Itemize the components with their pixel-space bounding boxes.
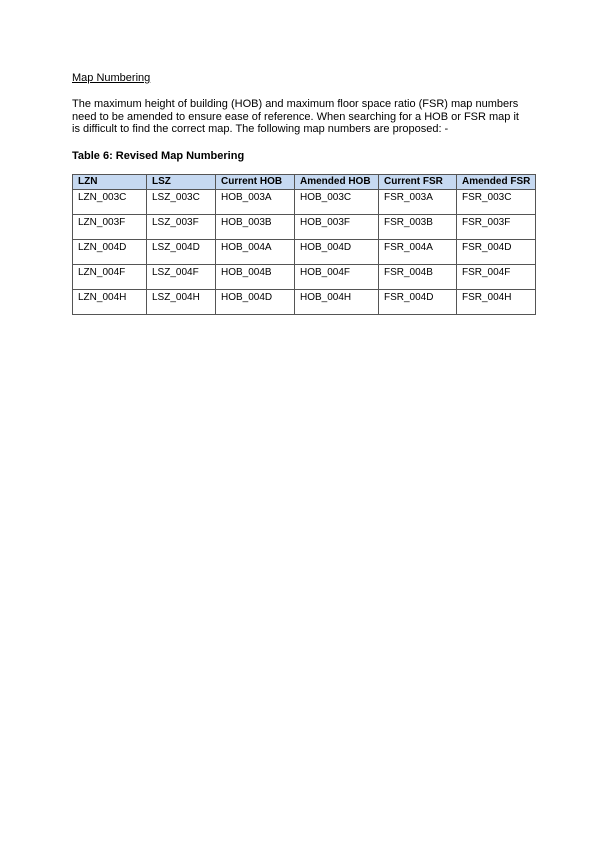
table-cell: LSZ_003F: [147, 215, 216, 240]
table-cell: FSR_003B: [379, 215, 457, 240]
table-row: [73, 290, 536, 315]
column-header-amended-hob: Amended HOB: [295, 175, 379, 190]
table-row: [73, 215, 536, 240]
table-row: [73, 190, 536, 215]
column-header-amended-fsr: Amended FSR: [457, 175, 536, 190]
table-cell: HOB_004D: [295, 240, 379, 265]
table-cell: HOB_003B: [216, 215, 295, 240]
table-cell: LZN_003C: [73, 190, 147, 215]
table-cell: FSR_004A: [379, 240, 457, 265]
table-row: [73, 265, 536, 290]
table-cell: HOB_003C: [295, 190, 379, 215]
map-numbering-table: [72, 174, 536, 315]
table-cell: HOB_004A: [216, 240, 295, 265]
table-cell: LZN_003F: [73, 215, 147, 240]
table-cell: HOB_004F: [295, 265, 379, 290]
table-cell: LZN_004D: [73, 240, 147, 265]
table-cell: HOB_003A: [216, 190, 295, 215]
intro-paragraph: [72, 98, 542, 136]
column-header-current-fsr: Current FSR: [379, 175, 457, 190]
section-heading: Map Numbering: [72, 72, 151, 84]
table-cell: LSZ_004H: [147, 290, 216, 315]
paragraph-line: The maximum height of building (HOB) and maximum floor space ratio (FSR) map numbers: [72, 98, 519, 110]
table-cell: HOB_004D: [216, 290, 295, 315]
table-cell: HOB_004B: [216, 265, 295, 290]
table-cell: FSR_003A: [379, 190, 457, 215]
paragraph-line: need to be amended to ensure ease of reference. When searching for a HOB or FSR map it: [72, 110, 519, 123]
table-cell: FSR_004H: [457, 290, 536, 315]
paragraph-line: is difficult to find the correct map. The following map numbers are proposed: -: [72, 123, 449, 135]
table-header-row: [73, 175, 536, 190]
table-cell: HOB_004H: [295, 290, 379, 315]
table-cell: FSR_003C: [457, 190, 536, 215]
table-cell: LSZ_004F: [147, 265, 216, 290]
column-header-current-hob: Current HOB: [216, 175, 295, 190]
column-header-lsz: LSZ: [147, 175, 216, 190]
table-caption: Table 6: Revised Map Numbering: [72, 150, 245, 162]
table-cell: LZN_004H: [73, 290, 147, 315]
table-cell: FSR_004D: [457, 240, 536, 265]
table-cell: FSR_004F: [457, 265, 536, 290]
table-cell: HOB_003F: [295, 215, 379, 240]
column-header-lzn: LZN: [73, 175, 147, 190]
table-cell: FSR_004D: [379, 290, 457, 315]
table-cell: LSZ_004D: [147, 240, 216, 265]
table-cell: LZN_004F: [73, 265, 147, 290]
table-cell: LSZ_003C: [147, 190, 216, 215]
table-cell: FSR_004B: [379, 265, 457, 290]
table-cell: FSR_003F: [457, 215, 536, 240]
table-row: [73, 240, 536, 265]
